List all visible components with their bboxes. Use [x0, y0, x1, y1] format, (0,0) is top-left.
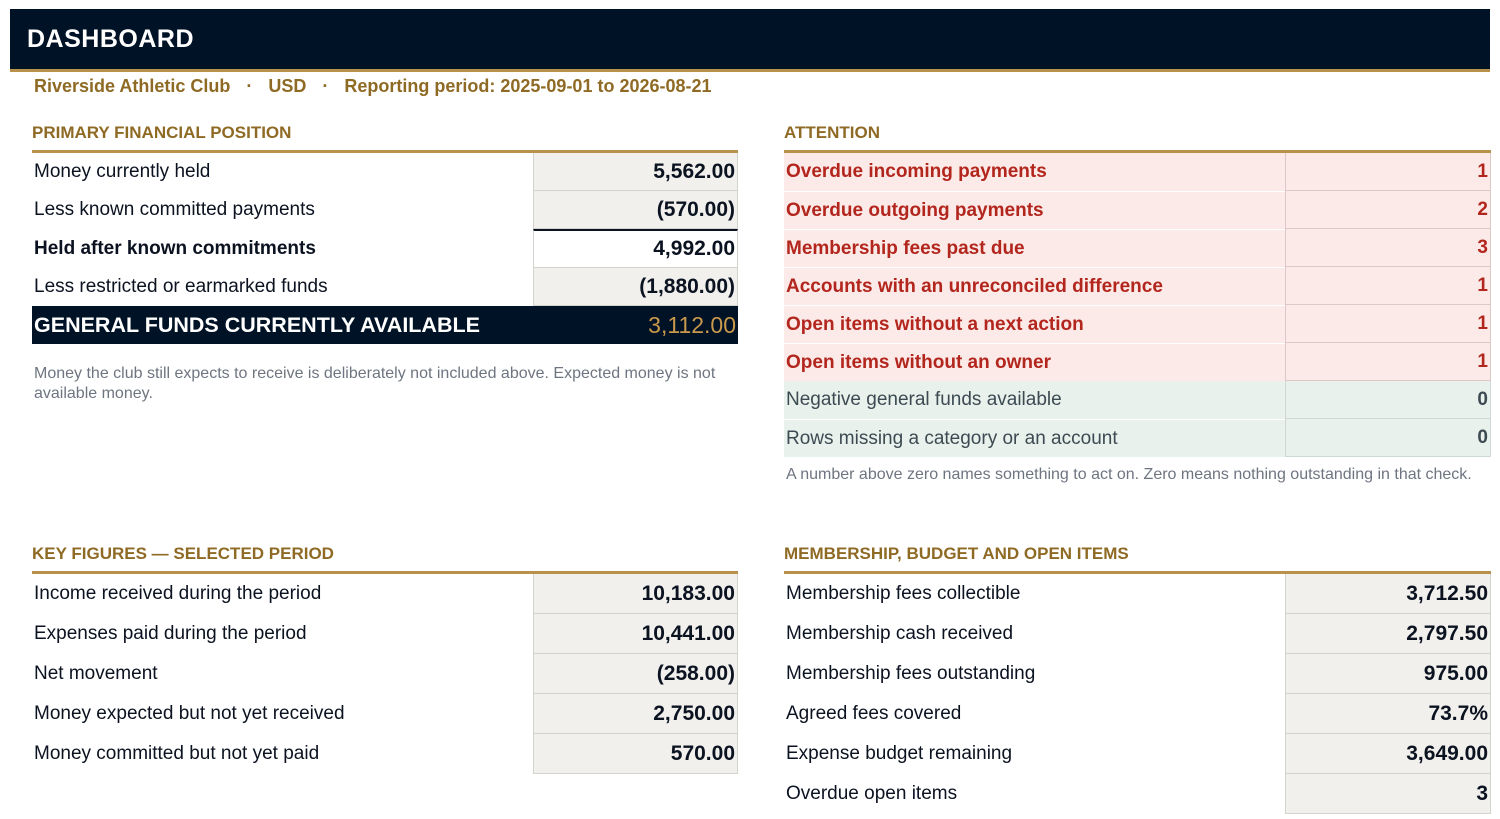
row-value[interactable]: 1 [1285, 305, 1491, 343]
total-row [32, 306, 738, 344]
row-label: Agreed fees covered [786, 703, 962, 724]
row-label: Negative general funds available [784, 381, 1285, 419]
table-row [784, 574, 1491, 614]
table-row [784, 381, 1491, 419]
row-label: Held after known commitments [34, 237, 316, 259]
section-title: PRIMARY FINANCIAL POSITION [32, 123, 292, 142]
table-row [784, 191, 1491, 229]
total-label: GENERAL FUNDS CURRENTLY AVAILABLE [34, 312, 480, 337]
row-label: Open items without an owner [784, 343, 1285, 381]
row-value[interactable]: 1 [1285, 343, 1491, 381]
row-value[interactable]: 0 [1285, 419, 1491, 457]
row-value[interactable]: 10,183.00 [533, 574, 738, 614]
row-value[interactable]: (1,880.00) [533, 268, 738, 306]
table-row [32, 734, 738, 774]
row-value[interactable]: 3,649.00 [1285, 734, 1491, 774]
key-figures-section [32, 544, 738, 774]
table-row [32, 654, 738, 694]
row-label: Money committed but not yet paid [34, 743, 320, 764]
row-value[interactable]: (258.00) [533, 654, 738, 694]
row-label: Accounts with an unreconciled difference [784, 267, 1285, 305]
table-row [32, 191, 738, 229]
row-value[interactable]: 2 [1285, 191, 1491, 229]
row-label: Membership fees past due [784, 229, 1285, 267]
primary-financial-position-section [32, 123, 738, 404]
row-label: Membership fees outstanding [786, 663, 1036, 684]
row-label: Expenses paid during the period [34, 623, 307, 644]
row-value[interactable]: 5,562.00 [533, 153, 738, 191]
attention-section [784, 123, 1491, 485]
separator: · [322, 76, 329, 96]
table-row [784, 267, 1491, 305]
report-subtitle [34, 76, 712, 97]
table-row [784, 734, 1491, 774]
row-label: Overdue outgoing payments [784, 191, 1285, 229]
total-value[interactable]: 3,112.00 [533, 306, 738, 344]
section-note: A number above zero names something to act on. Zero means nothing outstanding in that check. [786, 466, 1472, 483]
table-row [784, 419, 1491, 457]
dashboard-header [10, 9, 1490, 72]
row-label: Money expected but not yet received [34, 703, 345, 724]
row-label: Rows missing a category or an account [784, 419, 1285, 457]
row-value[interactable]: 975.00 [1285, 654, 1491, 694]
table-row [784, 305, 1491, 343]
row-value[interactable]: 0 [1285, 381, 1491, 419]
table-row [784, 654, 1491, 694]
membership-budget-section [784, 544, 1491, 814]
currency: USD [268, 76, 307, 96]
row-value[interactable]: 3 [1285, 229, 1491, 267]
row-label: Overdue incoming payments [784, 153, 1285, 191]
page-title: DASHBOARD [27, 25, 194, 53]
row-label: Money currently held [34, 161, 211, 182]
row-value[interactable]: 1 [1285, 153, 1491, 191]
table-row [784, 774, 1491, 814]
row-value[interactable]: (570.00) [533, 191, 738, 229]
table-row [784, 343, 1491, 381]
row-value[interactable]: 10,441.00 [533, 614, 738, 654]
row-value[interactable]: 4,992.00 [533, 229, 738, 268]
table-row [32, 268, 738, 306]
section-title: MEMBERSHIP, BUDGET AND OPEN ITEMS [784, 544, 1129, 563]
row-label: Membership cash received [786, 623, 1014, 644]
row-label: Less restricted or earmarked funds [34, 276, 328, 297]
table-row [784, 694, 1491, 734]
table-row [784, 614, 1491, 654]
table-row [32, 229, 738, 268]
row-label: Net movement [34, 663, 158, 684]
row-value[interactable]: 3,712.50 [1285, 574, 1491, 614]
row-value[interactable]: 2,750.00 [533, 694, 738, 734]
row-value[interactable]: 2,797.50 [1285, 614, 1491, 654]
row-value[interactable]: 3 [1285, 774, 1491, 814]
table-row [32, 694, 738, 734]
section-title: ATTENTION [784, 123, 881, 142]
row-label: Overdue open items [786, 783, 958, 804]
table-row [32, 614, 738, 654]
row-label: Open items without a next action [784, 305, 1285, 343]
reporting-period: Reporting period: 2025-09-01 to 2026-08-21 [344, 76, 712, 96]
separator: · [246, 76, 253, 96]
row-value[interactable]: 73.7% [1285, 694, 1491, 734]
club-name: Riverside Athletic Club [34, 76, 231, 96]
table-row [784, 153, 1491, 191]
row-label: Expense budget remaining [786, 743, 1013, 764]
table-row [32, 574, 738, 614]
section-note: Money the club still expects to receive is deliberately not included above. Expected money is not available money. [34, 365, 716, 402]
row-label: Income received during the period [34, 583, 322, 604]
table-row [32, 153, 738, 191]
row-label: Membership fees collectible [786, 583, 1021, 604]
section-title: KEY FIGURES — SELECTED PERIOD [32, 544, 334, 563]
row-label: Less known committed payments [34, 199, 315, 220]
row-value[interactable]: 570.00 [533, 734, 738, 774]
row-value[interactable]: 1 [1285, 267, 1491, 305]
table-row [784, 229, 1491, 267]
